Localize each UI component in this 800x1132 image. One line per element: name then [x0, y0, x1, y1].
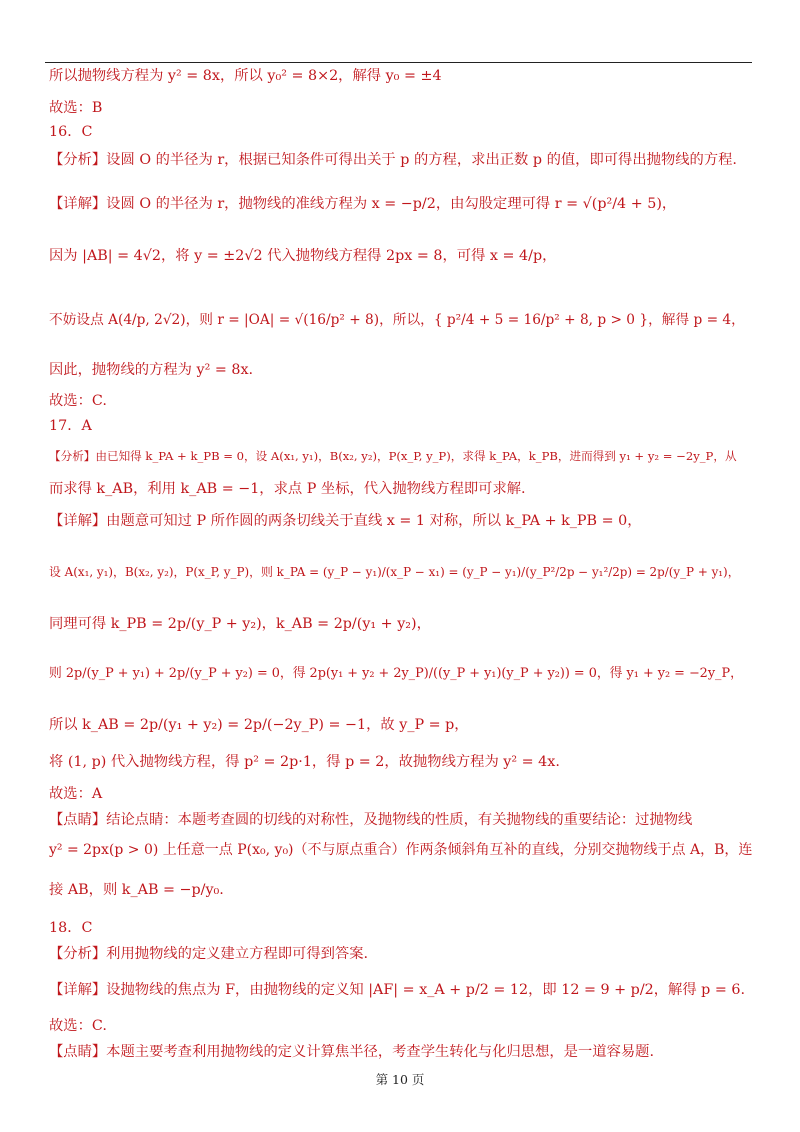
text-line: 所以 k_AB = 2p/(y₁ + y₂) = 2p/(−2y_P) = −1，故 y_P = p，: [49, 717, 469, 733]
text-line: 16．C: [49, 124, 93, 140]
text-line: 同理可得 k_PB = 2p/(y_P + y₂)，k_AB = 2p/(y₁ + y₂)，: [49, 616, 431, 632]
page-number: 第 10 页: [375, 1072, 425, 1087]
text-line: 【分析】由已知得 k_PA + k_PB = 0，设 A(x₁, y₁)，B(x₂, y₂)，P(x_P, y_P)，求得 k_PA，k_PB，进而得到 y₁ + y₂ = −2y_P，从: [49, 449, 737, 463]
text-line: 而求得 k_AB，利用 k_AB = −1，求点 P 坐标，代入抛物线方程即可求解.: [49, 481, 526, 497]
text-line: 【详解】设抛物线的焦点为 F，由抛物线的定义知 |AF| = x_A + p/2 = 12，即 12 = 9 + p/2，解得 p = 6.: [49, 982, 746, 998]
text-line: 因此，抛物线的方程为 y² = 8x.: [49, 362, 254, 378]
text-line: 【分析】设圆 O 的半径为 r，根据已知条件可得出关于 p 的方程，求出正数 p 的值，即可得出抛物线的方程.: [49, 152, 737, 168]
text-line: 设 A(x₁, y₁)，B(x₂, y₂)，P(x_P, y_P)，则 k_PA = (y_P − y₁)/(x_P − x₁) = (y_P − y₁)/(y_P²/2p − y₁²/2p) = 2p/(y_P + y₁)，: [49, 565, 740, 579]
text-line: y² = 2px(p > 0) 上任意一点 P(x₀, y₀)（不与原点重合）作两条倾斜角互补的直线，分别交抛物线于点 A，B，连: [49, 842, 753, 858]
text-line: 故选：A: [49, 786, 103, 802]
text-line: 【详解】设圆 O 的半径为 r，抛物线的准线方程为 x = −p/2，由勾股定理可得 r = √(p²/4 + 5)，: [49, 196, 677, 212]
text-line: 因为 |AB| = 4√2，将 y = ±2√2 代入抛物线方程得 2px = 8，可得 x = 4/p，: [49, 248, 557, 264]
text-line: 故选：B: [49, 100, 103, 116]
text-line: 故选：C.: [49, 393, 107, 409]
text-line: 【分析】利用抛物线的定义建立方程即可得到答案.: [49, 946, 369, 962]
text-line: 接 AB，则 k_AB = −p/y₀.: [49, 882, 224, 898]
text-line: 将 (1, p) 代入抛物线方程，得 p² = 2p·1，得 p = 2，故抛物线方程为 y² = 4x.: [49, 754, 560, 770]
text-line: 不妨设点 A(4/p, 2√2)，则 r = |OA| = √(16/p² + 8)，所以，{ p²/4 + 5 = 16/p² + 8, p > 0 }，解得 p = 4，: [49, 312, 745, 328]
text-line: 【详解】由题意可知过 P 所作圆的两条切线关于直线 x = 1 对称，所以 k_PA + k_PB = 0，: [49, 513, 642, 529]
header-rule: [45, 62, 752, 63]
text-line: 【点睛】本题主要考查利用抛物线的定义计算焦半径，考查学生转化与化归思想，是一道容易题.: [49, 1044, 655, 1060]
text-line: 【点睛】结论点睛：本题考查圆的切线的对称性，及抛物线的性质，有关抛物线的重要结论：过抛物线: [49, 812, 693, 828]
text-line: 17．A: [49, 418, 92, 434]
text-line: 故选：C.: [49, 1018, 107, 1034]
text-line: 则 2p/(y_P + y₁) + 2p/(y_P + y₂) = 0，得 2p(y₁ + y₂ + 2y_P)/((y_P + y₁)(y_P + y₂)) = 0，得 y₁ + y₂ = −2y_P，: [49, 666, 743, 681]
text-line: 所以抛物线方程为 y² = 8x，所以 y₀² = 8×2，解得 y₀ = ±4: [49, 68, 442, 84]
text-line: 18．C: [49, 920, 93, 936]
